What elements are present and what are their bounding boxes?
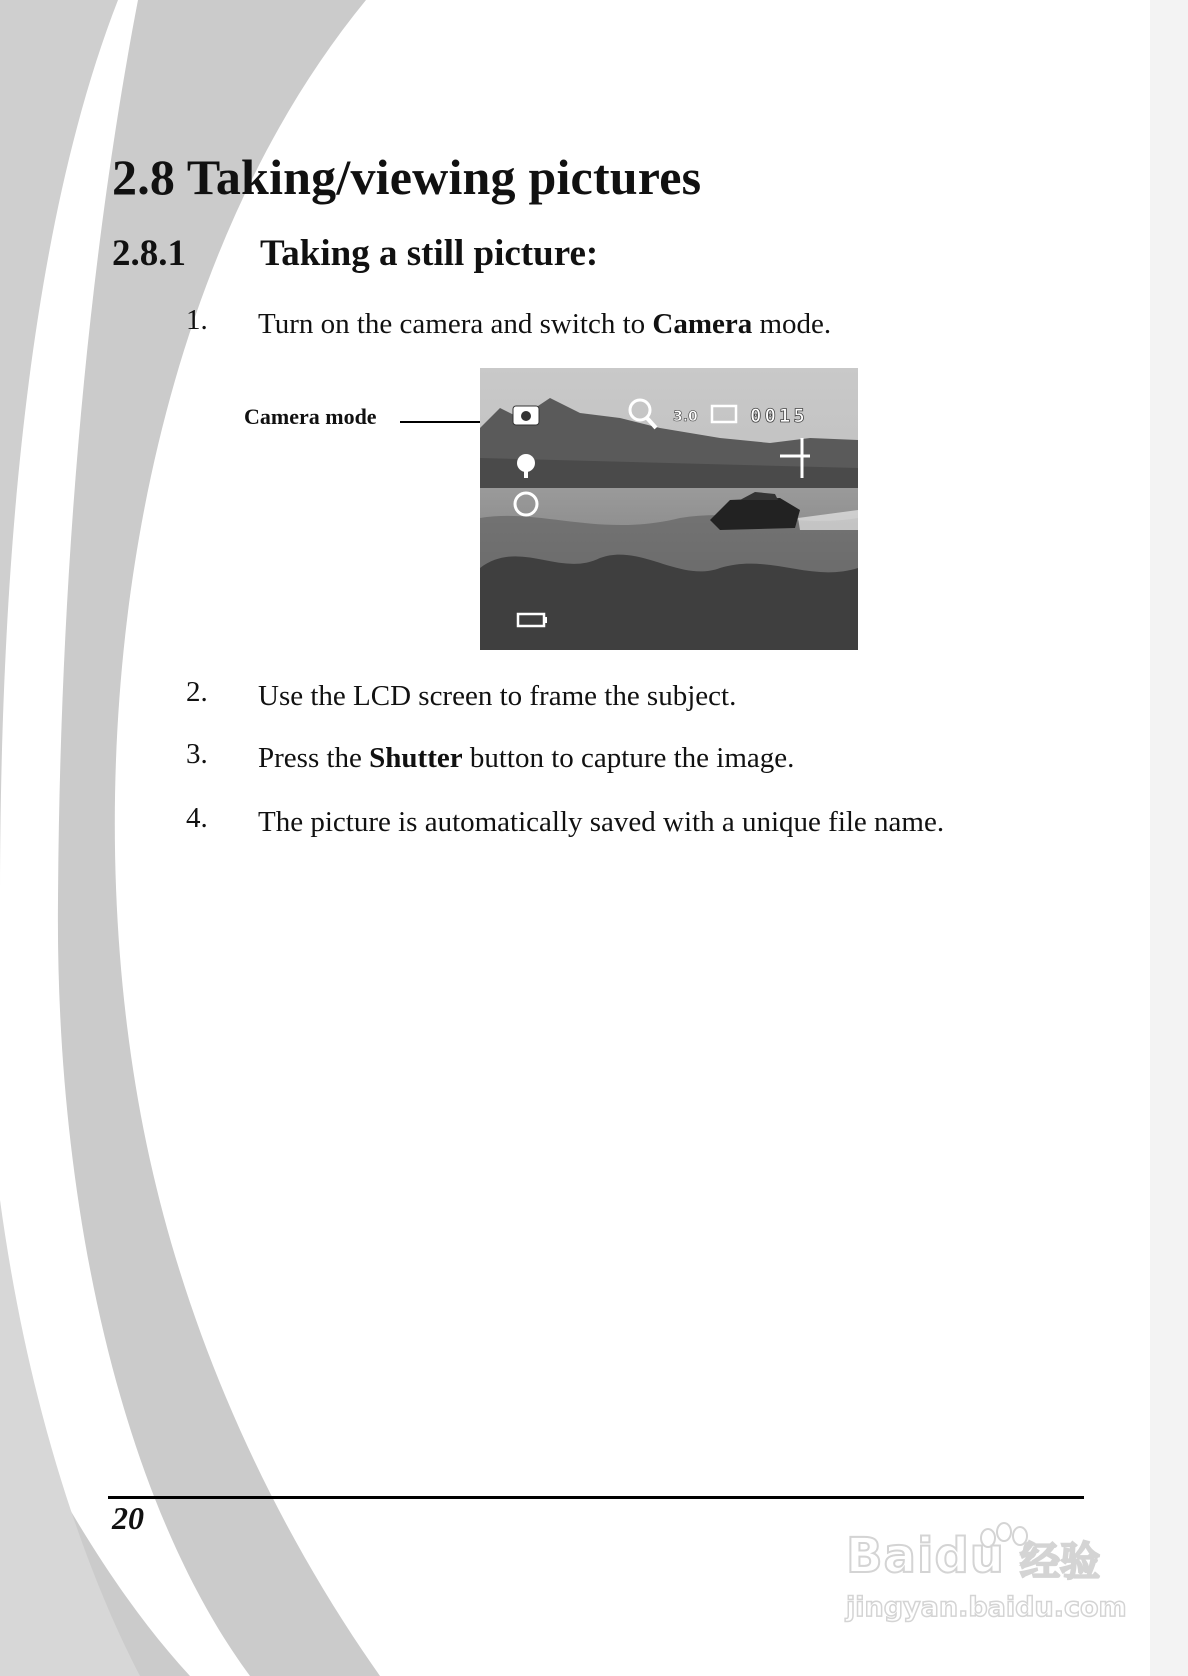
subsection-title: Taking a still picture:: [260, 233, 599, 274]
step-number: 1.: [186, 304, 208, 336]
page-edge-strip: [1150, 0, 1188, 1676]
step-text-part: Turn on the camera and switch to: [258, 308, 653, 340]
zoom-readout: 3.0: [673, 409, 698, 425]
step-text-part: Press the: [258, 742, 370, 774]
section-title: 2.8 Taking/viewing pictures: [112, 149, 702, 205]
step-text: [258, 304, 1038, 344]
step-number: 4.: [186, 802, 208, 834]
step-text-part: button to capture the image.: [462, 742, 795, 774]
step-text: Use the LCD screen to frame the subject.: [258, 680, 737, 712]
watermark-cn-text: 经验: [1020, 1539, 1100, 1585]
step-number: 3.: [186, 738, 208, 770]
watermark-brand: [846, 1528, 1005, 1584]
step-bold-term: Camera: [652, 308, 753, 340]
figure-caption: Camera mode: [244, 404, 377, 429]
watermark-brand-part: Bai: [846, 1528, 935, 1584]
step-bold-term: Shutter: [369, 742, 463, 774]
watermark-brand-part: du: [934, 1528, 1005, 1584]
step-text: The picture is automatically saved with a unique file name.: [258, 806, 945, 838]
step-text-part: mode.: [752, 308, 832, 340]
page-number: 20: [112, 1500, 144, 1536]
shot-counter: 0015: [750, 405, 808, 427]
footer-rule: [108, 1496, 1084, 1499]
watermark-url: jingyan.baidu.com: [846, 1592, 1127, 1623]
step-number: 2.: [186, 676, 208, 708]
camera-lcd-screenshot: [480, 368, 858, 650]
step-text: [258, 738, 1038, 778]
subsection-number: 2.8.1: [112, 233, 186, 274]
